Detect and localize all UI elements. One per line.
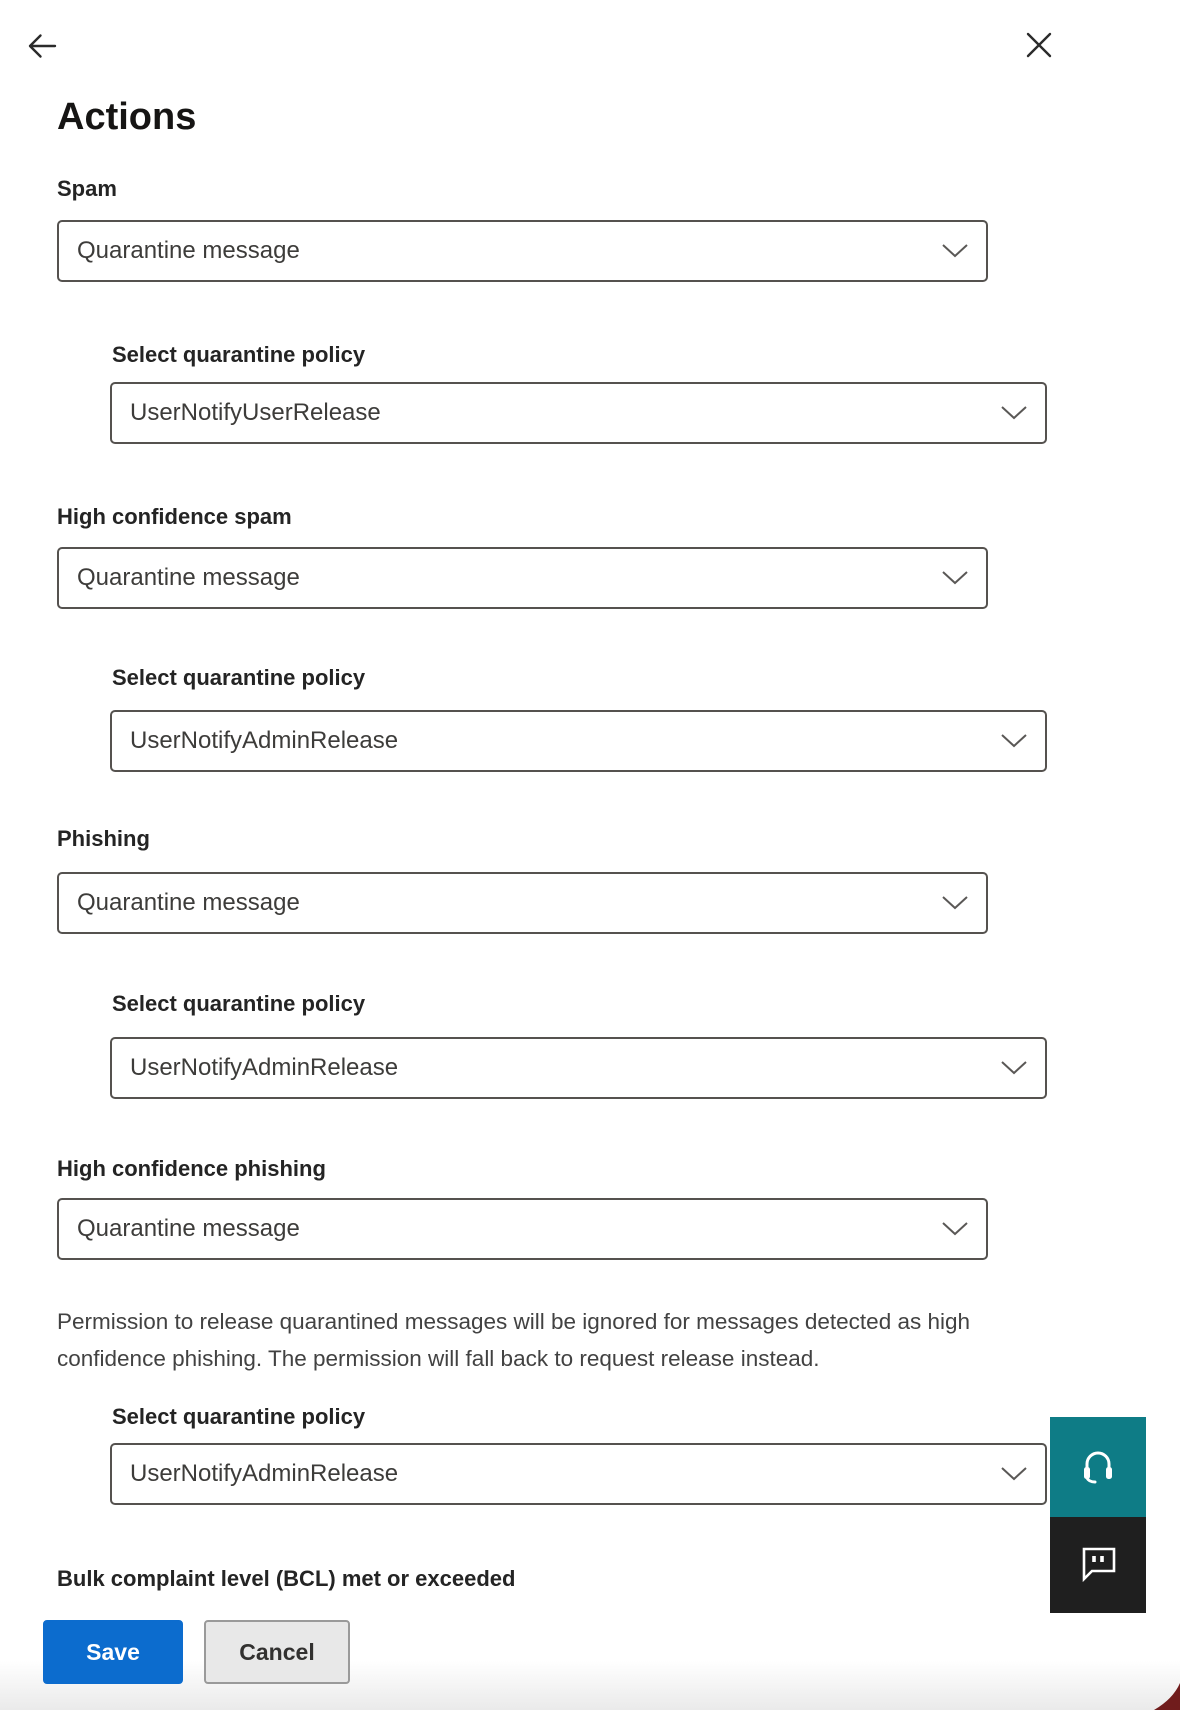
spam-policy-label: Select quarantine policy (112, 342, 366, 367)
spam-label: Spam (57, 176, 117, 201)
chat-icon (1075, 1541, 1121, 1590)
chevron-down-icon (942, 237, 968, 265)
chevron-down-icon (942, 1215, 968, 1243)
chevron-down-icon (942, 889, 968, 917)
high-confidence-spam-label: High confidence spam (57, 504, 292, 529)
phishing-label: Phishing (57, 826, 150, 851)
bulk-complaint-level-label: Bulk complaint level (BCL) met or exceeded (57, 1566, 516, 1591)
chevron-down-icon (1001, 1054, 1027, 1082)
spam-action-dropdown[interactable] (57, 220, 988, 282)
feedback-chat-button[interactable] (1050, 1517, 1146, 1613)
high-confidence-phishing-policy-value: UserNotifyAdminRelease (130, 1460, 399, 1487)
spam-action-value: Quarantine message (77, 237, 300, 264)
high-confidence-phishing-action-dropdown[interactable] (57, 1198, 988, 1260)
phishing-policy-dropdown[interactable] (110, 1037, 1047, 1099)
high-confidence-spam-policy-value: UserNotifyAdminRelease (130, 727, 399, 754)
chevron-down-icon (942, 564, 968, 592)
close-button[interactable] (1022, 28, 1056, 62)
spam-policy-value: UserNotifyUserRelease (130, 399, 381, 426)
phishing-policy-value: UserNotifyAdminRelease (130, 1054, 399, 1081)
high-confidence-spam-action-dropdown[interactable] (57, 547, 988, 609)
phishing-action-value: Quarantine message (77, 889, 300, 916)
corner-accent-shape (1154, 1680, 1180, 1710)
high-confidence-phishing-note: Permission to release quarantined messages will be ignored for messages detected as high confidence phishing. The permission will fall back to request release instead. (57, 1309, 971, 1371)
save-button[interactable]: Save (43, 1620, 183, 1684)
headset-icon (1074, 1442, 1122, 1493)
chevron-down-icon (1001, 727, 1027, 755)
page-title: Actions (57, 96, 197, 138)
footer-bar (0, 1593, 1180, 1710)
spam-policy-dropdown[interactable] (110, 382, 1047, 444)
back-button[interactable] (24, 28, 60, 64)
cancel-button[interactable]: Cancel (204, 1620, 350, 1684)
high-confidence-spam-action-value: Quarantine message (77, 564, 300, 591)
phishing-action-dropdown[interactable] (57, 872, 988, 934)
chevron-down-icon (1001, 1460, 1027, 1488)
high-confidence-spam-policy-label: Select quarantine policy (112, 665, 366, 690)
close-icon (1022, 50, 1056, 65)
back-arrow-icon (24, 52, 60, 67)
high-confidence-phishing-policy-dropdown[interactable] (110, 1443, 1047, 1505)
high-confidence-spam-policy-dropdown[interactable] (110, 710, 1047, 772)
chevron-down-icon (1001, 399, 1027, 427)
high-confidence-phishing-policy-label: Select quarantine policy (112, 1404, 366, 1429)
high-confidence-phishing-label: High confidence phishing (57, 1156, 326, 1181)
help-support-button[interactable] (1050, 1417, 1146, 1517)
high-confidence-phishing-action-value: Quarantine message (77, 1215, 300, 1242)
phishing-policy-label: Select quarantine policy (112, 991, 366, 1016)
